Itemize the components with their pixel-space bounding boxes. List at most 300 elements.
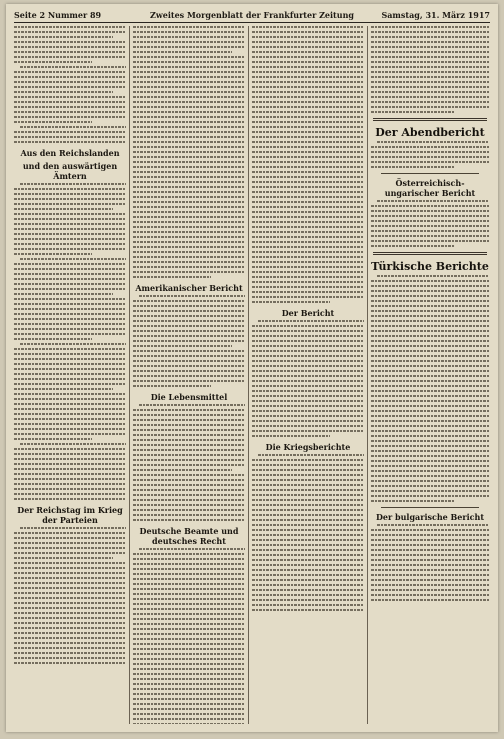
article-text — [252, 454, 364, 611]
text-line — [371, 295, 489, 297]
text-line — [371, 410, 489, 412]
text-line — [14, 233, 126, 235]
text-line — [252, 231, 364, 233]
text-line — [14, 243, 126, 245]
text-line — [133, 588, 245, 590]
text-line — [371, 559, 489, 561]
article-text — [133, 548, 245, 724]
text-line — [14, 86, 126, 88]
text-line — [252, 96, 364, 98]
text-line — [133, 365, 245, 367]
text-line — [14, 552, 126, 554]
text-line — [252, 241, 364, 243]
text-line — [371, 544, 489, 546]
text-line — [14, 498, 126, 500]
text-line — [371, 36, 489, 38]
text-line — [252, 141, 364, 143]
text-line — [14, 438, 92, 440]
text-line — [133, 618, 245, 620]
text-line — [371, 539, 489, 541]
text-line — [371, 574, 489, 576]
text-line — [371, 500, 454, 502]
text-line — [133, 668, 245, 670]
text-line — [371, 440, 489, 442]
text-line — [252, 186, 364, 188]
text-line — [252, 281, 364, 283]
text-line — [14, 493, 126, 495]
article-text — [252, 26, 364, 303]
text-line — [133, 96, 245, 98]
text-line — [14, 602, 126, 604]
text-line — [133, 504, 245, 506]
text-line — [252, 106, 364, 108]
text-line — [133, 146, 245, 148]
text-line — [133, 703, 245, 705]
text-line — [371, 480, 489, 482]
text-line — [133, 439, 245, 441]
text-line — [371, 589, 489, 591]
text-line — [371, 245, 454, 247]
text-line — [377, 524, 489, 526]
text-line — [133, 414, 245, 416]
text-line — [14, 403, 126, 405]
text-line — [14, 363, 126, 365]
text-line — [133, 236, 245, 238]
text-line — [252, 301, 330, 303]
text-line — [252, 41, 364, 43]
text-line — [252, 410, 364, 412]
text-line — [252, 221, 364, 223]
text-line — [14, 188, 126, 190]
text-line — [133, 708, 245, 710]
text-line — [252, 191, 364, 193]
text-line — [14, 303, 126, 305]
text-line — [377, 275, 489, 277]
text-line — [14, 36, 113, 38]
text-line — [371, 325, 489, 327]
text-line — [252, 131, 364, 133]
text-line — [252, 171, 364, 173]
text-line — [252, 136, 364, 138]
text-line — [14, 121, 92, 123]
text-line — [133, 563, 245, 565]
text-line — [133, 454, 245, 456]
text-line — [252, 201, 364, 203]
text-line — [252, 534, 364, 536]
text-line — [252, 415, 364, 417]
text-line — [252, 61, 364, 63]
text-line — [14, 141, 126, 143]
text-line — [371, 340, 489, 342]
text-line — [252, 499, 364, 501]
text-line — [133, 81, 245, 83]
text-line — [14, 378, 126, 380]
text-line — [133, 380, 245, 382]
text-line — [133, 623, 245, 625]
text-line — [371, 350, 489, 352]
text-line — [133, 489, 245, 491]
column-rule — [248, 26, 249, 724]
text-line — [252, 474, 364, 476]
text-line — [133, 51, 232, 53]
text-line — [139, 404, 245, 406]
text-line — [252, 549, 364, 551]
text-line — [14, 318, 126, 320]
text-line — [133, 613, 245, 615]
text-line — [20, 126, 126, 128]
text-line — [133, 514, 245, 516]
text-line — [14, 368, 126, 370]
text-line — [14, 96, 126, 98]
text-line — [133, 241, 245, 243]
text-line — [14, 313, 126, 315]
text-line — [371, 31, 489, 33]
text-line — [133, 31, 245, 33]
text-line — [14, 408, 126, 410]
text-line — [252, 484, 364, 486]
text-line — [371, 41, 489, 43]
text-line — [371, 46, 489, 48]
text-line — [371, 96, 489, 98]
text-line — [371, 345, 489, 347]
text-line — [252, 325, 364, 327]
text-line — [252, 504, 364, 506]
text-line — [133, 330, 245, 332]
text-line — [14, 308, 126, 310]
text-line — [252, 151, 364, 153]
section-heading: Der Reichstag im Krieg der Parteien — [17, 505, 123, 525]
text-line — [139, 295, 245, 297]
article-text — [14, 183, 126, 500]
text-line — [371, 460, 489, 462]
text-line — [252, 405, 364, 407]
text-line — [14, 637, 126, 639]
section-heading: Die Lebensmittel — [150, 392, 228, 402]
text-line — [14, 248, 126, 250]
text-line — [133, 36, 245, 38]
text-line — [371, 465, 489, 467]
text-line — [14, 338, 92, 340]
text-line — [133, 106, 245, 108]
text-line — [371, 365, 489, 367]
text-line — [252, 350, 364, 352]
text-line — [14, 413, 126, 415]
text-line — [133, 196, 245, 198]
text-line — [133, 231, 245, 233]
text-line — [133, 479, 245, 481]
text-line — [133, 156, 245, 158]
text-line — [133, 141, 245, 143]
text-line — [133, 688, 245, 690]
text-line — [133, 26, 245, 28]
text-line — [133, 320, 245, 322]
text-line — [371, 455, 489, 457]
section-divider — [381, 173, 479, 174]
text-line — [14, 373, 126, 375]
text-line — [14, 612, 126, 614]
text-line — [252, 584, 364, 586]
text-line — [371, 161, 489, 163]
text-line — [252, 509, 364, 511]
text-line — [133, 658, 245, 660]
text-line — [252, 360, 364, 362]
text-line — [252, 599, 364, 601]
text-line — [252, 26, 364, 28]
text-line — [133, 429, 245, 431]
text-line — [371, 285, 489, 287]
text-line — [14, 111, 126, 113]
text-line — [14, 473, 126, 475]
text-line — [133, 86, 245, 88]
text-line — [252, 345, 364, 347]
text-line — [252, 121, 364, 123]
text-line — [252, 494, 364, 496]
text-line — [133, 484, 245, 486]
text-line — [133, 578, 245, 580]
text-line — [252, 91, 364, 93]
text-line — [133, 261, 245, 263]
text-line — [252, 256, 364, 258]
article-text — [371, 26, 489, 113]
text-line — [252, 519, 364, 521]
text-line — [14, 268, 126, 270]
text-line — [14, 131, 126, 133]
text-line — [133, 335, 245, 337]
text-line — [133, 206, 245, 208]
text-line — [252, 609, 364, 611]
text-line — [133, 126, 245, 128]
text-line — [371, 405, 489, 407]
text-line — [252, 430, 364, 432]
text-line — [252, 266, 364, 268]
section-divider — [381, 507, 479, 508]
text-line — [133, 553, 245, 555]
text-line — [252, 291, 364, 293]
text-line — [14, 283, 126, 285]
text-line — [258, 320, 364, 322]
text-line — [14, 328, 126, 330]
text-line — [133, 638, 245, 640]
text-line — [371, 101, 489, 103]
text-line — [371, 156, 489, 158]
text-line — [252, 375, 364, 377]
text-line — [14, 577, 126, 579]
text-line — [258, 454, 364, 456]
text-line — [252, 181, 364, 183]
text-line — [14, 448, 126, 450]
text-line — [252, 286, 364, 288]
text-line — [14, 537, 126, 539]
text-line — [252, 246, 364, 248]
text-line — [371, 360, 489, 362]
text-line — [252, 370, 364, 372]
text-line — [133, 166, 245, 168]
text-line — [14, 582, 126, 584]
text-line — [133, 509, 245, 511]
text-line — [252, 355, 364, 357]
text-line — [14, 453, 126, 455]
text-line — [14, 213, 126, 215]
text-line — [14, 263, 126, 265]
text-line — [371, 86, 489, 88]
text-line — [252, 464, 364, 466]
text-line — [371, 375, 489, 377]
text-line — [252, 261, 364, 263]
text-line — [252, 101, 364, 103]
article-text — [371, 275, 489, 502]
text-line — [14, 293, 113, 295]
text-line — [14, 116, 126, 118]
text-line — [133, 276, 211, 278]
text-line — [133, 385, 211, 387]
text-line — [14, 71, 126, 73]
text-line — [371, 280, 489, 282]
section-heading: Der Abendbericht — [375, 126, 485, 139]
text-line — [371, 51, 489, 53]
text-line — [133, 350, 245, 352]
text-line — [133, 499, 245, 501]
text-line — [133, 246, 245, 248]
section-divider — [373, 252, 487, 255]
text-line — [252, 554, 364, 556]
text-line — [371, 584, 489, 586]
text-line — [252, 211, 364, 213]
text-line — [133, 693, 245, 695]
text-line — [371, 91, 489, 93]
text-line — [371, 554, 489, 556]
text-line — [252, 176, 364, 178]
text-line — [133, 121, 245, 123]
text-line — [252, 236, 364, 238]
text-line — [252, 559, 364, 561]
text-line — [14, 31, 126, 33]
article-text — [14, 26, 126, 143]
text-line — [252, 166, 364, 168]
text-line — [133, 459, 245, 461]
text-line — [252, 56, 364, 58]
text-line — [14, 333, 126, 335]
text-line — [252, 564, 364, 566]
text-line — [371, 390, 489, 392]
text-line — [252, 196, 364, 198]
section-heading: Türkische Berichte — [371, 260, 489, 273]
article-text — [133, 295, 245, 387]
text-line — [14, 657, 126, 659]
text-line — [133, 449, 245, 451]
text-line — [14, 418, 126, 420]
text-line — [133, 464, 245, 466]
text-line — [371, 599, 489, 601]
text-line — [133, 419, 245, 421]
text-line — [133, 608, 245, 610]
article-text — [371, 524, 489, 601]
text-line — [133, 643, 245, 645]
text-line — [377, 200, 489, 202]
text-line — [133, 698, 245, 700]
text-line — [252, 569, 364, 571]
text-line — [377, 141, 489, 143]
text-line — [133, 519, 245, 521]
text-line — [252, 71, 364, 73]
issue-date: Samstag, 31. März 1917 — [381, 10, 490, 20]
text-line — [252, 126, 364, 128]
text-line — [14, 61, 92, 63]
text-line — [133, 176, 245, 178]
text-line — [133, 603, 245, 605]
section-heading: Deutsche Beamte und deutsches Recht — [139, 526, 239, 546]
text-line — [252, 146, 364, 148]
text-line — [252, 46, 364, 48]
text-line — [252, 81, 364, 83]
text-line — [133, 568, 245, 570]
text-line — [371, 529, 489, 531]
article-text — [371, 200, 489, 247]
text-line — [14, 398, 126, 400]
text-line — [133, 340, 245, 342]
text-line — [371, 320, 489, 322]
text-line — [371, 400, 489, 402]
section-heading: Aus den Reichslanden — [20, 148, 120, 158]
text-line — [14, 383, 126, 385]
text-line — [14, 617, 126, 619]
text-line — [14, 238, 126, 240]
text-line — [14, 547, 126, 549]
text-line — [371, 485, 489, 487]
text-line — [20, 343, 126, 345]
text-line — [133, 101, 245, 103]
text-line — [371, 380, 489, 382]
text-line — [252, 76, 364, 78]
newspaper-page — [6, 4, 498, 732]
page-number: Seite 2 Nummer 89 — [14, 10, 102, 20]
text-line — [371, 425, 489, 427]
text-line — [14, 41, 126, 43]
text-line — [252, 156, 364, 158]
text-line — [133, 718, 245, 720]
text-line — [133, 434, 245, 436]
text-line — [133, 424, 245, 426]
text-line — [371, 579, 489, 581]
text-line — [371, 335, 489, 337]
text-line — [252, 86, 364, 88]
text-line — [371, 235, 489, 237]
text-line — [14, 253, 92, 255]
text-line — [371, 305, 489, 307]
text-line — [133, 181, 245, 183]
text-line — [133, 648, 245, 650]
text-line — [14, 76, 126, 78]
text-line — [252, 514, 364, 516]
text-line — [20, 258, 126, 260]
column-rule — [129, 26, 130, 724]
text-line — [371, 420, 489, 422]
text-line — [252, 31, 364, 33]
text-line — [14, 388, 113, 390]
text-line — [14, 567, 126, 569]
text-line — [371, 166, 454, 168]
text-line — [371, 395, 489, 397]
text-line — [133, 663, 245, 665]
text-line — [14, 632, 126, 634]
text-line — [371, 210, 489, 212]
text-line — [133, 216, 245, 218]
newspaper-title: Zweites Morgenblatt der Frankfurter Zeitung — [150, 10, 354, 20]
text-line — [371, 430, 489, 432]
column-4 — [371, 26, 489, 724]
text-line — [252, 469, 364, 471]
text-line — [252, 539, 364, 541]
text-line — [252, 276, 364, 278]
